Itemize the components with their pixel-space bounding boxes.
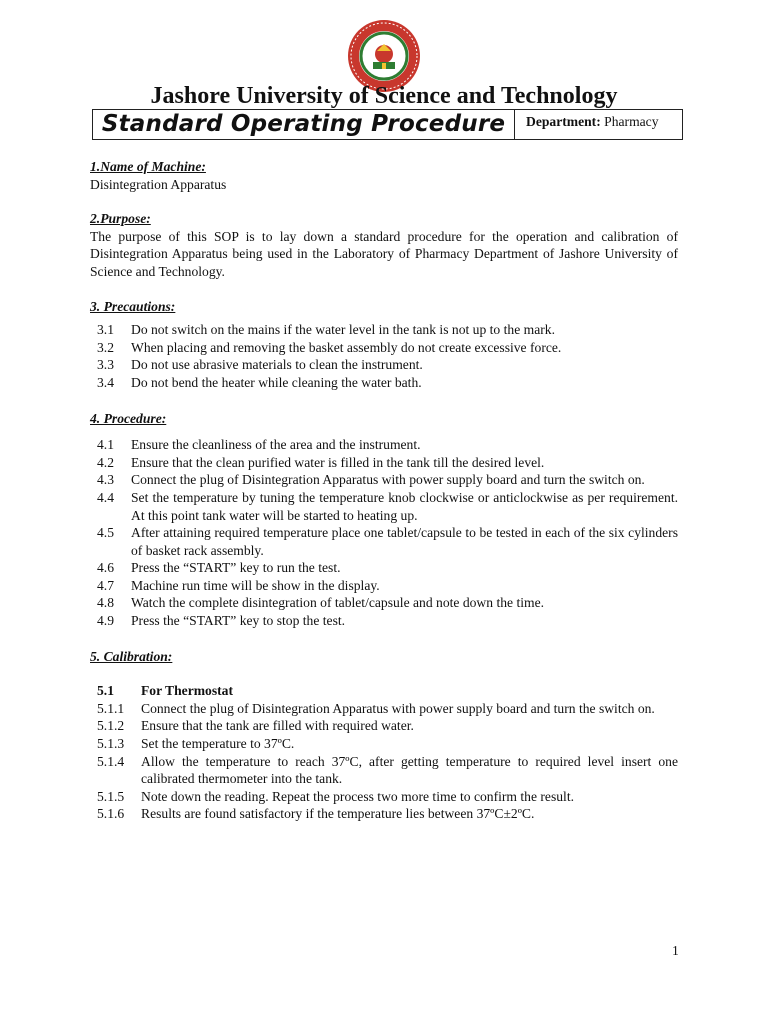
list-item: 5.1.6 Results are found satisfactory if the temperature lies between 37ºC±2ºC. (97, 806, 535, 822)
list-item: 3.3 Do not use abrasive materials to clean the instrument. (97, 357, 423, 373)
list-item: 3.2 When placing and removing the basket assembly do not create excessive force. (97, 339, 562, 355)
department-cell (515, 110, 682, 139)
list-item: 5.1.1 Connect the plug of Disintegration Apparatus with power supply board and turn the switch on. (97, 700, 655, 716)
section-title-procedure: 4. Procedure: (90, 410, 167, 426)
procedure-list (90, 436, 678, 630)
list-item: 5.1.4 Allow the temperature to reach 37ºC, after getting temperature to required level insert one calibrated thermometer into the tank. (97, 753, 678, 787)
list-item: 3.4 Do not bend the heater while cleaning the water bath. (97, 374, 422, 390)
list-item: 3.1 Do not switch on the mains if the water level in the tank is not up to the mark. (97, 322, 555, 338)
precautions-list (90, 321, 678, 391)
purpose-text: The purpose of this SOP is to lay down a standard procedure for the operation and calibration of Disintegration Apparatus being used in the Laboratory of Pharmacy Department of Jashore University of Science and Technology. (90, 228, 678, 279)
university-name: Jashore University of Science and Technology (150, 83, 618, 109)
list-item: 4.8 Watch the complete disintegration of tablet/capsule and note down the time. (97, 595, 545, 611)
department-value: Pharmacy (604, 114, 659, 129)
calibration-list (90, 700, 678, 823)
list-item: 4.2 Ensure that the clean purified water is filled in the tank till the desired level. (97, 454, 545, 470)
list-item: 4.5 After attaining required temperature place one tablet/capsule to be tested in each of the six cylinders of basket rack assembly. (97, 525, 678, 558)
list-item: 4.9 Press the “START” key to stop the test. (97, 613, 346, 629)
list-item: 4.4 Set the temperature by tuning the temperature knob clockwise or anticlockwise as per requirement. At this point tank water will be started to heating up. (97, 489, 678, 523)
list-item: 4.7 Machine run time will be show in the display. (97, 577, 380, 593)
list-item: 4.1 Ensure the cleanliness of the area and the instrument. (97, 437, 421, 453)
section-title-purpose: 2.Purpose: (90, 211, 151, 227)
department-label: Department: (526, 114, 601, 129)
document-title: Standard Operating Procedure (93, 110, 515, 139)
section-title-calibration: 5. Calibration: (90, 648, 173, 664)
list-item: 5.1.2 Ensure that the tank are filled with required water. (97, 718, 414, 734)
calibration-subsection-heading: 5.1 For Thermostat (97, 683, 233, 699)
machine-name: Disintegration Apparatus (90, 176, 227, 192)
list-item: 5.1.3 Set the temperature to 37ºC. (97, 736, 295, 752)
document-body (90, 158, 678, 823)
sop-header-box (92, 109, 683, 140)
list-item: 4.6 Press the “START” key to run the test. (97, 560, 341, 576)
page-number: 1 (672, 943, 679, 958)
list-item: 5.1.5 Note down the reading. Repeat the process two more time to confirm the result. (97, 788, 574, 804)
section-title-precautions: 3. Precautions: (90, 298, 176, 314)
section-title-name: 1.Name of Machine: (90, 159, 206, 174)
list-item: 4.3 Connect the plug of Disintegration Apparatus with power supply board and turn the switch on. (97, 472, 645, 488)
